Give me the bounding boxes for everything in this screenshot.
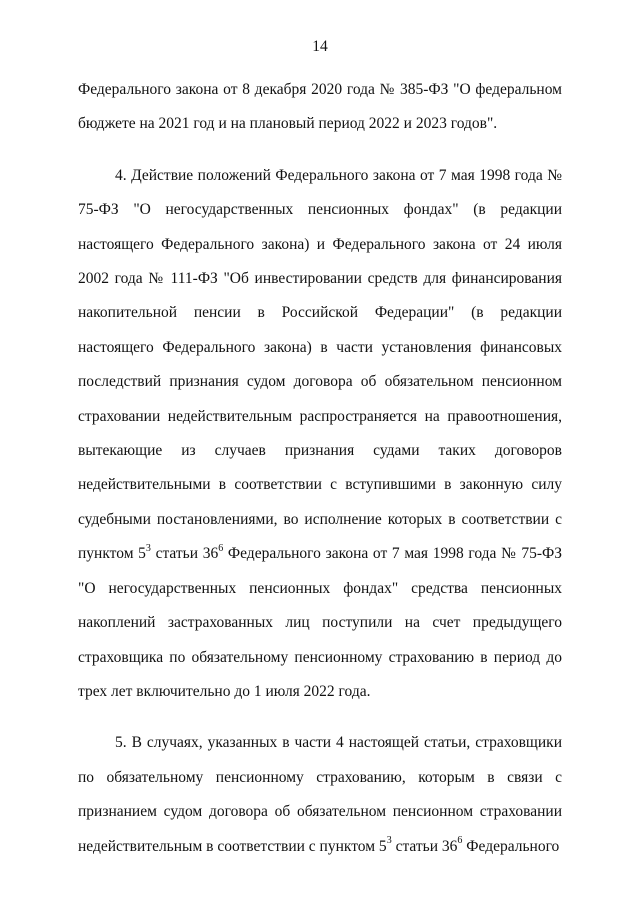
paragraph-text: 4. Действие положений Федерального закона от 7 мая 1998 года № 75-ФЗ "О негосударственных пенсионных фондах" (в редакции настоящего Федерального закона) и Федерального закона от 24 июля 2002 года № 111-ФЗ "Об инвестировании средств для финансирования накопительной пенсии в Российской Федерации" (в редакции настоящего Федерального закона) в части установления финансовых последствий признания судом договора об обязательном пенсионном страховании недействительным распространяется на правоотношения, вытекающие из случаев признания судами таких договоров недействительными в соответствии с вступившими в законную силу судебными постановлениями, во исполнение которых в соответствии с пунктом 5 <box>78 166 562 563</box>
superscript-number: 3 <box>386 835 392 847</box>
paragraph-text: 5. В случаях, указанных в части 4 настоящей статьи, страховщики по обязательному пенсионному страхованию, которым в связи с признанием судом договора об обязательном пенсионном страховании недействительным в соответствии с пунктом 5 <box>78 734 562 855</box>
paragraph-text: Федерального закона от 7 мая 1998 года № 75-ФЗ "О негосударственных пенсионных фондах" средства пенсионных накоплений застрахованных лиц поступили на счет предыдущего страховщика по обязательному пенсионному страхованию в период до трех лет включительно до 1 июля 2022 года. <box>78 545 562 700</box>
superscript-number: 3 <box>145 543 151 555</box>
paragraph-5 <box>78 726 562 864</box>
paragraph-continuation <box>78 73 562 142</box>
document-body <box>78 73 562 864</box>
paragraph-text: Федерального закона от 8 декабря 2020 года № 385-ФЗ "О федеральном бюджете на 2021 год и на плановый период 2022 и 2023 годов". <box>78 81 562 133</box>
paragraph-text: статьи 36 <box>391 837 458 855</box>
paragraph-text: Федерального <box>462 837 560 855</box>
paragraph-text: статьи 36 <box>150 545 219 563</box>
page-number: 14 <box>312 38 328 55</box>
superscript-number: 6 <box>218 543 224 555</box>
superscript-number: 6 <box>457 835 463 847</box>
paragraph-4 <box>78 159 562 710</box>
